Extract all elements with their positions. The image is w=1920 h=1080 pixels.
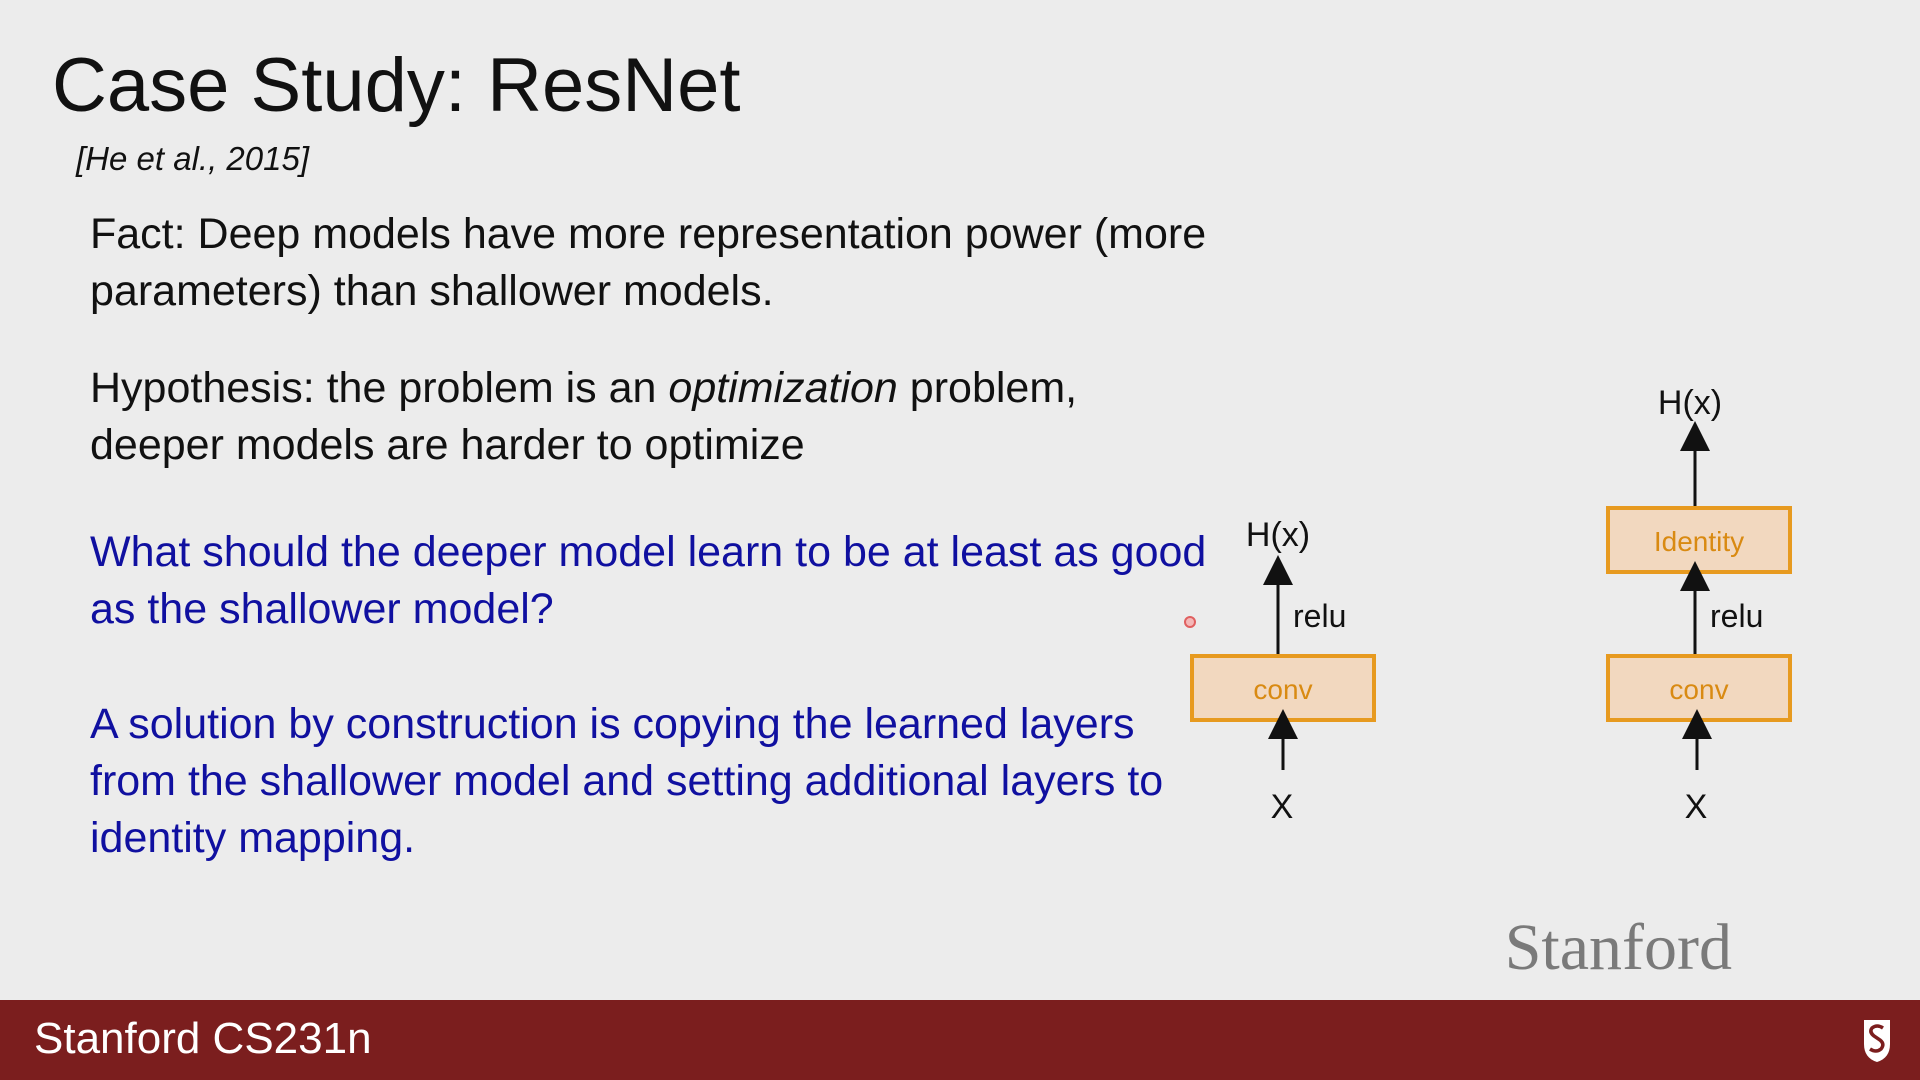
left-conv-label: conv xyxy=(1253,674,1313,705)
resnet-diagram xyxy=(1150,370,1850,850)
question-paragraph: What should the deeper model learn to be at least as good as the shallower model? xyxy=(90,528,1207,633)
stanford-wordmark: Stanford xyxy=(1504,911,1732,984)
right-output-label: H(x) xyxy=(1657,384,1723,422)
citation: [He et al., 2015] xyxy=(76,140,309,177)
left-input-label: X xyxy=(1270,788,1294,826)
solution-paragraph: A solution by construction is copying the learned layers from the shallower model and setting additional layers to identity mapping. xyxy=(90,700,1164,862)
footer-course-label: Stanford CS231n xyxy=(34,1014,372,1063)
stanford-seal-icon xyxy=(1860,1016,1894,1064)
hypothesis-emphasis: optimization xyxy=(668,364,898,412)
diagram-svg xyxy=(1150,370,1850,850)
fact-paragraph: Fact: Deep models have more representation power (more parameters) than shallower models. xyxy=(90,210,1207,315)
slide-title: Case Study: ResNet xyxy=(52,43,741,128)
footer-bar xyxy=(0,1000,1920,1080)
hypothesis-text-start: Hypothesis: the problem is an xyxy=(90,364,669,412)
right-input-label: X xyxy=(1684,788,1708,826)
left-output-label: H(x) xyxy=(1245,516,1311,554)
identity-label: Identity xyxy=(1653,526,1745,557)
hypothesis-text-end: problem, deeper models are harder to optimize xyxy=(90,364,1078,469)
hypothesis-paragraph xyxy=(90,360,1220,474)
right-network xyxy=(1608,384,1790,826)
right-conv-label: conv xyxy=(1669,674,1729,705)
left-network xyxy=(1192,516,1374,826)
right-relu-label: relu xyxy=(1710,598,1764,634)
left-relu-label: relu xyxy=(1293,598,1347,634)
